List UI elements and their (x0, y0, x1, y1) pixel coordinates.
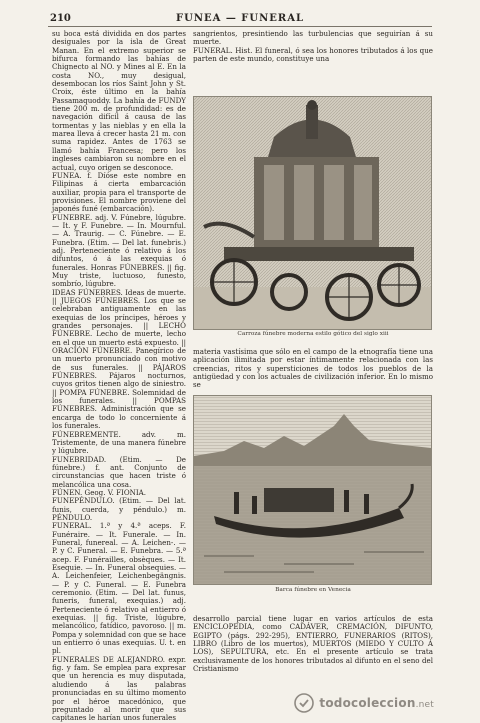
left-column (52, 30, 186, 723)
right-column-funeral-hist: FUNERAL. Hist. El funeral, ó sea los honores tributados á los que parten de este mundo, constituye una (193, 45, 433, 64)
entry-funebre-expressions: IDEAS FÚNEBRES. Ideas de muerte. || JUEGOS FÚNEBRES. Los que se celebraban antiguamente en las exequias de los príncipes, héroes y grandes personajes. || LECHO FÚNEBRE. Lecho de muerte, lecho en el que un muerto está expuesto. || ORACIÓN FÚNEBRE. Panegírico de un muerto pronunciado con motivo de sus funerales. || PÁJAROS FÚNEBRES. Pájaros nocturnos, cuyos gritos tienen algo de siniestro. || POMPA FÚNEBRE. Solemnidad de los funerales. || POMPAS FÚNEBRES. Administración que se encarga de todo lo concerniente á los funerales. (52, 287, 186, 431)
right-column-top (193, 30, 433, 63)
page-number: 210 (50, 13, 71, 24)
entry-funebremente: FÚNEBREMENTE. adv. m. Tristemente, de una manera fúnebre y lúgubre. (52, 429, 186, 456)
running-title: FUNEA — FUNERAL (176, 13, 304, 24)
entry-funerales-de-alejandro: FUNERALES DE ALEJANDRO. expr. fig. y fam. Se emplea para expresar que un herencia es muy disputada, aludiendo á las palabras pronunciadas en su último momento por el héroe macedónico, que preguntado al morir que sus capitanes le harían unos funerales (52, 654, 186, 723)
funeral-carriage-illustration (193, 96, 432, 330)
page-header (0, 10, 480, 28)
venice-gondola-illustration (193, 395, 432, 585)
entry-funebridad: FUNEBRIDAD. (Etim. — De fúnebre.) f. ant. Conjunto de circunstancias que hacen triste ó melancólica una cosa. (52, 454, 186, 489)
entry-funea: FUNEA. f. Díóse este nombre en Filipinas á cierta embarcación auxiliar, propia para el transporte de provisiones. El nombre proviene del japonés funé (embarcación). (52, 170, 186, 214)
right-column-mid-text: materia vastísima que sólo en el campo de la etnografía tiene una aplicación ilimitada por estar íntimamente relacionada con las creencias, ritos y supersticiones de todos los pueblos de la antigüedad y con los actuales de civilización inferior. En lo mismo se (193, 347, 433, 390)
carriage-engraving (194, 97, 431, 329)
entry-funependulo: FUNEPÉNDULO. (Etim. — Del lat. funis, cuerda, y péndulo.) m. PÉNDULO. (52, 496, 186, 522)
right-column-bottom-text: desarrollo parcial tiene lugar en varios artículos de esta ENCICLOPEDIA, como CADÁVER, CREMACIÓN, DIFUNTO, EGIPTO (págs. 292-295), ENTIERRO, FUNERARIOS (RITOS), LIBRO (Libro de los muertos), MUERTOS (MIEDO Y CULTO Á LOS), SEPULTURA, etc. En el presente artículo se trata exclusivamente de los honores tributados al difunto en el seno del Cristianismo (193, 614, 433, 674)
entry-funen: FÚNEN. Geog. V. FIONIA. (52, 487, 147, 497)
right-column-top-text: sangrientos, presintiendo las turbulencias que seguirían á su muerte. (193, 29, 433, 47)
right-column-mid (193, 348, 433, 390)
watermark-logo-icon (294, 693, 314, 713)
header-rule (48, 26, 432, 27)
watermark-brand (294, 693, 434, 713)
watermark (0, 690, 480, 716)
entry-funebre: FUNEBRE. adj. V. Fúnebre, lúgubre. — It. y F. Funebre. — In. Mournful. — A. Traurig. — C. Fúnebre. — E. Funebra. (Etim. — Del lat. funebris.) adj. Perteneciente ó relativo á los difuntos, ó á las exequias ó funerales. Honras FÚNEBRES. || fig. Muy triste, luctuoso, funesto, sombrío, lúgubre. (52, 212, 186, 289)
carriage-caption: Carroza fúnebre moderna estilo gótico del siglo xiii (237, 331, 389, 337)
watermark-text: todocoleccion.net (319, 696, 434, 710)
entry-fundy: su boca está dividida en dos partes desiguales por la isla de Great Manan. En el extremo superior se bifurca formando las bahías de Chignecto al NO. y Mines al E. En la costa NO., muy desigual, desembocan los ríos Saint John y St. Croix, éste último en la bahía Passamaquoddy. La bahía de FUNDY tiene 200 m. de profundidad: es de navegación difícil á causa de las tormentas y las nieblas y en ella la marea lleva á crecer hasta 21 m. con suma rapidez. Antes de 1763 se llamó bahía Francesa; pero los ingleses cambiaron su nombre en el actual, cuyo origen se desconoce. (52, 29, 186, 172)
right-column-bottom (193, 615, 433, 673)
gondola-caption: Barca fúnebre en Venecia (275, 587, 351, 593)
entry-funeral: FUNERAL. 1.ª y 4.ª aceps. F. Funéraire. — It. Funerale. — In. Funeral, funereal. — A. Leichen-. — P. y C. Funeral. — E. Funebra. — 5.ª acep. F. Funérailles, obsèques. — It. Esequie. — In. Funeral obsequies. — A. Leichenfeier, Leichenbegängnis. — P. y C. Funeral. — E. Funebra ceremonio. (Etim. — Del lat. funus, funeris, funeral, exequias.) adj. Perteneciente ó relativo al entierro ó exequias. || fig. Triste, lúgubre, melancólico, fatídico, pavoroso. || m. Pompa y solemnidad con que se hace un entierro ó unas exequias. U. t. en pl. (52, 521, 186, 656)
gondola-engraving (194, 396, 431, 584)
